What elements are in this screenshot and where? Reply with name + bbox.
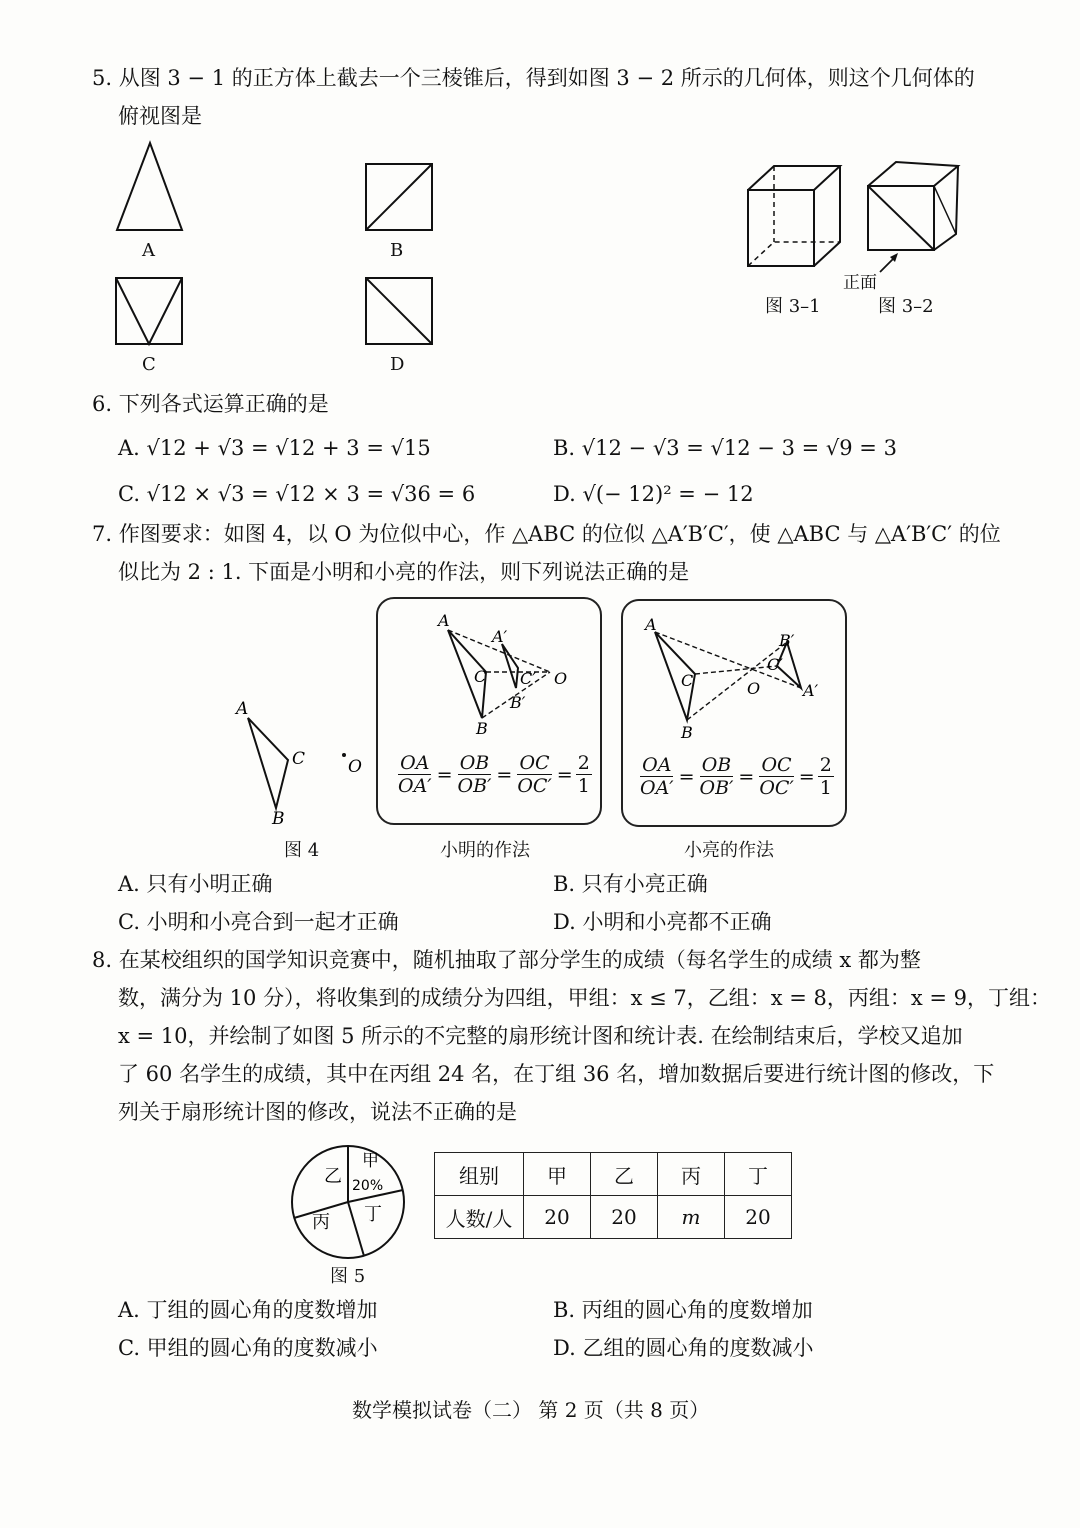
xl-label-a: A [645,615,657,634]
table-header-cell: 丙 [658,1153,725,1196]
figure-4-caption: 图 4 [284,840,320,861]
table-row [435,1196,792,1239]
xl-ratio-ob: OB [701,754,732,776]
front-label: 正面 [843,273,877,293]
q8-stem-line5: 列关于扇形统计图的修改，说法不正确的是 [118,1100,517,1124]
figure-3-2-caption: 图 3–2 [878,296,934,317]
q8-option-a: A. 丁组的圆心角的度数增加 [118,1298,378,1322]
table-header-cell: 组别 [435,1153,524,1196]
xiaoming-caption: 小明的作法 [440,840,530,861]
q8-option-d: D. 乙组的圆心角的度数减小 [553,1336,814,1360]
xl-label-c1: C′ [767,655,783,674]
q5-option-d-label: D [390,354,405,375]
fig4-label-b: B [272,809,285,828]
xm-ratio-oc: OC [519,752,550,774]
q5-option-a-label: A [142,240,155,261]
xm-ratio-ob: OB [459,752,490,774]
q5-option-b-label: B [390,240,404,261]
q5-stem-line1: 5. 从图 3 − 1 的正方体上截去一个三棱锥后，得到如图 3 − 2 所示的几何体，则这个几何体的 [92,66,975,90]
pie-label-ding: 丁 [364,1204,382,1225]
xm-label-c1: C′ [520,669,536,688]
xl-eq-1: = [678,765,695,788]
xm-ratio-two: 2 [577,752,590,774]
xl-ratio-oa: OA [642,754,672,776]
q8-stem-line3: x = 10，并绘制了如图 5 所示的不完整的扇形统计图和统计表. 在绘制结束后，学校又追加 [118,1024,963,1048]
xm-ratio-oa1: OA′ [398,775,432,797]
table-cell: 人数/人 [435,1196,524,1239]
xm-ratio-one: 1 [577,775,590,797]
xl-label-b1: B′ [779,631,795,650]
q5-option-c-figure [110,272,190,352]
table-header-cell: 丁 [725,1153,792,1196]
xm-label-a: A [438,611,450,630]
figure-5-caption: 图 5 [330,1266,366,1287]
q8-stem-line2: 数，满分为 10 分），将收集到的成绩分为四组，甲组：x ≤ 7，乙组：x = 8，丙组：x = 9，丁组： [118,986,1052,1010]
q6-option-d: D. √(− 12)² = − 12 [553,482,754,506]
figure-5-pie [286,1140,410,1264]
q5-option-c-label: C [142,354,156,375]
table-cell: 20 [591,1196,658,1239]
q5-option-b-figure [360,158,440,238]
xl-ratio-oc1: OC′ [759,777,794,799]
q8-stem-line4: 了 60 名学生的成绩，其中在丙组 24 名，在丁组 36 名，增加数据后要进行统计图的修改，下 [118,1062,995,1086]
xm-eq-1: = [436,763,453,786]
xl-ratio-oc: OC [761,754,792,776]
xl-label-o: O [747,679,761,698]
pie-label-bing: 丙 [312,1212,330,1233]
xiaoming-ratio [394,752,594,797]
table-header-row [435,1153,792,1196]
xm-eq-2: = [496,763,513,786]
q5-option-a-figure [110,138,190,238]
xm-label-o: O [554,669,568,688]
q6-option-c: C. √12 × √3 = √12 × 3 = √36 = 6 [118,482,476,506]
xl-ratio-oa1: OA′ [640,777,674,799]
page-footer: 数学模拟试卷（二） 第 2 页（共 8 页） [352,1398,710,1422]
q7-stem-line2: 似比为 2 : 1. 下面是小明和小亮的作法，则下列说法正确的是 [118,560,690,584]
xl-ratio-two: 2 [819,754,832,776]
xl-eq-2: = [738,765,755,788]
figure-4 [230,698,370,828]
q6-option-b: B. √12 − √3 = √12 − 3 = √9 = 3 [553,436,897,460]
xm-label-a1: A′ [492,627,508,646]
q7-option-c: C. 小明和小亮合到一起才正确 [118,910,399,934]
q8-option-c: C. 甲组的圆心角的度数减小 [118,1336,378,1360]
figure-3-1-caption: 图 3–1 [765,296,821,317]
table-header-cell: 乙 [591,1153,658,1196]
table-header-cell: 甲 [524,1153,591,1196]
q7-option-d: D. 小明和小亮都不正确 [553,910,772,934]
table-cell: m [658,1196,725,1239]
fig4-label-a: A [236,699,249,719]
figure-3-1-cube [740,160,850,272]
xm-eq-3: = [556,763,573,786]
fig4-label-c: C [292,749,306,769]
xm-label-b: B [476,719,488,738]
q7-stem-line1: 7. 作图要求：如图 4，以 O 为位似中心，作 △ABC 的位似 △A′B′C′，使 △ABC 与 △A′B′C′ 的位 [92,522,1001,546]
xm-ratio-oa: OA [400,752,430,774]
xiaoliang-figure [623,602,843,742]
fig4-label-o: O [348,757,362,777]
xm-label-b1: B′ [510,693,526,712]
xl-label-c: C [681,671,694,690]
pie-label-yi: 乙 [324,1166,342,1187]
xl-ratio-one: 1 [819,777,832,799]
xl-label-b: B [681,723,693,742]
xl-ratio-ob1: OB′ [699,777,734,799]
q5-stem-line2: 俯视图是 [118,104,202,128]
xm-label-c: C [474,667,487,686]
front-arrow-icon [876,250,902,276]
q5-option-d-figure [360,272,440,352]
xiaoliang-caption: 小亮的作法 [684,840,774,861]
q8-stem-line1: 8. 在某校组织的国学知识竞赛中，随机抽取了部分学生的成绩（每名学生的成绩 x 都为整 [92,948,921,972]
q7-option-b: B. 只有小亮正确 [553,872,708,896]
xm-ratio-ob1: OB′ [457,775,492,797]
q6-stem: 6. 下列各式运算正确的是 [92,392,329,416]
pie-label-pct: 20% [352,1178,384,1194]
xiaoliang-ratio [636,754,836,799]
xm-ratio-oc1: OC′ [517,775,552,797]
q7-option-a: A. 只有小明正确 [118,872,273,896]
q8-option-b: B. 丙组的圆心角的度数增加 [553,1298,813,1322]
xl-label-a1: A′ [803,681,819,700]
pie-label-jia: 甲 [362,1151,379,1171]
q6-option-a: A. √12 + √3 = √12 + 3 = √15 [118,436,431,460]
xiaoming-figure [378,600,598,740]
q8-stat-table [434,1152,792,1239]
table-cell: 20 [725,1196,792,1239]
table-cell: 20 [524,1196,591,1239]
xl-eq-3: = [798,765,815,788]
